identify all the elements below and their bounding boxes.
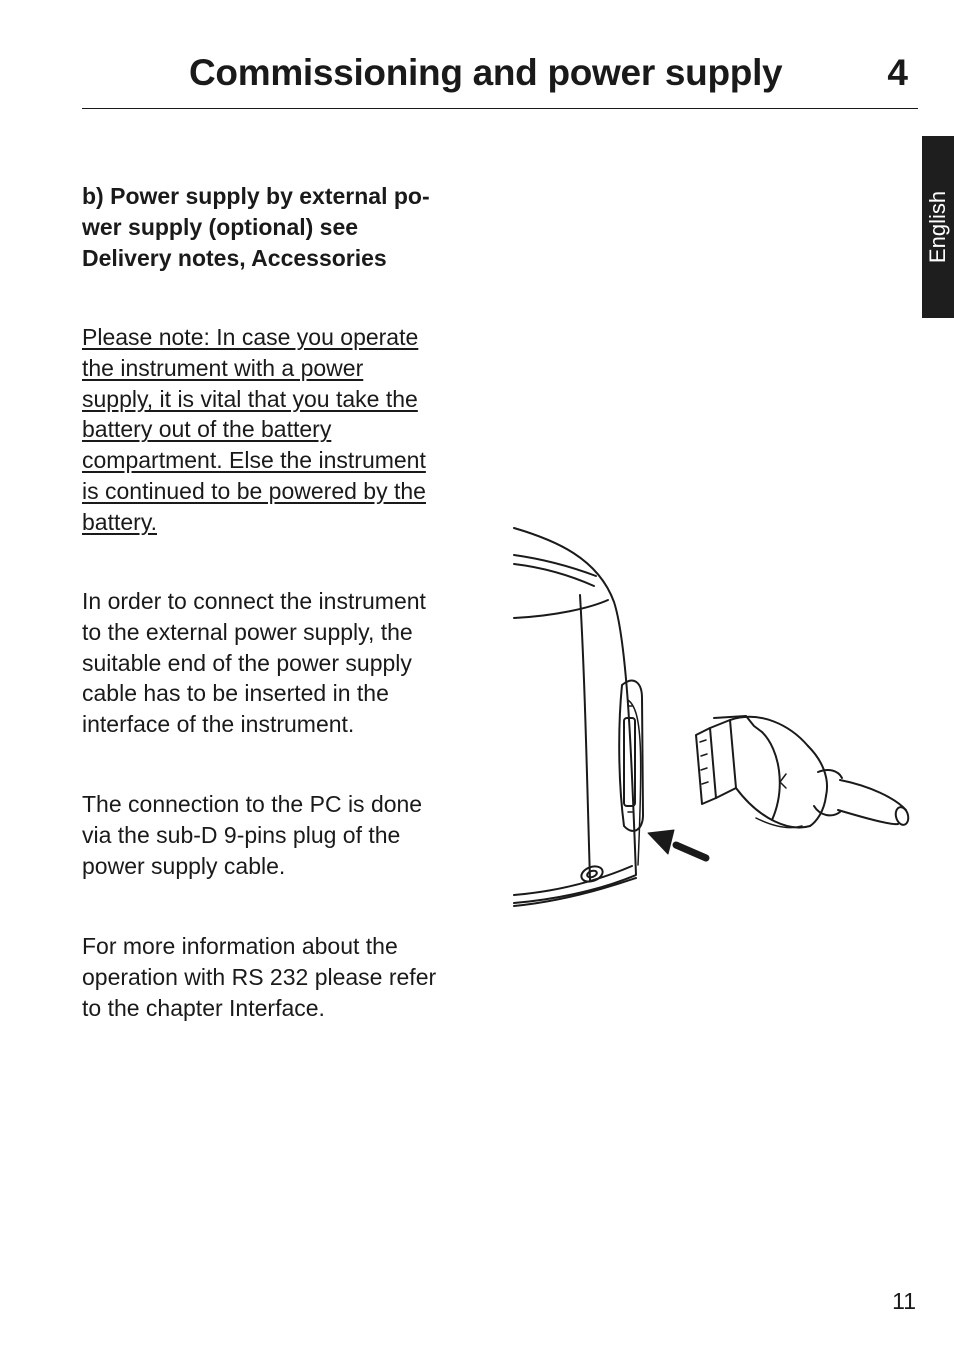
- paragraph-line: For more information about the: [82, 933, 398, 959]
- paragraph-line: In order to connect the instrument: [82, 588, 426, 614]
- paragraph-line: cable has to be inserted in the: [82, 680, 389, 707]
- insert-arrow-icon: [648, 830, 706, 858]
- paragraph-line: via the sub-D 9-pins plug of the: [82, 821, 401, 848]
- page-title: Commissioning and power supply: [189, 52, 783, 93]
- paragraph-line: The connection to the PC is done: [82, 791, 423, 817]
- paragraph-connect-power: [82, 586, 482, 740]
- note-line: the instrument with a power: [82, 354, 364, 381]
- language-tab: [922, 136, 954, 318]
- power-connector-illustration: [510, 520, 920, 915]
- page-header: [82, 48, 918, 109]
- heading-line: wer supply (optional) see: [82, 213, 359, 240]
- note-line: is continued to be powered by the: [82, 477, 426, 504]
- heading-line: Delivery notes, Accessories: [82, 244, 387, 271]
- paragraph-line: operation with RS 232 please refer: [82, 963, 437, 990]
- instrument-housing: [514, 528, 641, 906]
- note-line: Please note: In case you operate: [82, 324, 419, 350]
- note-line: battery.: [82, 508, 157, 535]
- heading-line: b) Power supply by external po-: [82, 183, 430, 209]
- battery-note: [82, 322, 482, 538]
- note-line: supply, it is vital that you take the: [82, 385, 418, 412]
- housing-screw: [579, 864, 604, 885]
- paragraph-pc-connection: [82, 789, 482, 881]
- note-line: compartment. Else the instrument: [82, 447, 426, 474]
- chapter-number: 4: [887, 52, 908, 93]
- paragraph-line: to the external power supply, the: [82, 618, 413, 645]
- power-supply-plug: [696, 716, 910, 828]
- page-number: 11: [892, 1288, 916, 1314]
- note-line: battery out of the battery: [82, 416, 332, 443]
- paragraph-more-info: [82, 931, 482, 1023]
- section-heading: [82, 181, 482, 273]
- paragraph-line: suitable end of the power supply: [82, 649, 412, 676]
- language-tab-label: English: [925, 190, 950, 264]
- paragraph-line: interface of the instrument.: [82, 711, 355, 738]
- paragraph-line: to the chapter Interface.: [82, 994, 325, 1021]
- paragraph-line: power supply cable.: [82, 852, 286, 879]
